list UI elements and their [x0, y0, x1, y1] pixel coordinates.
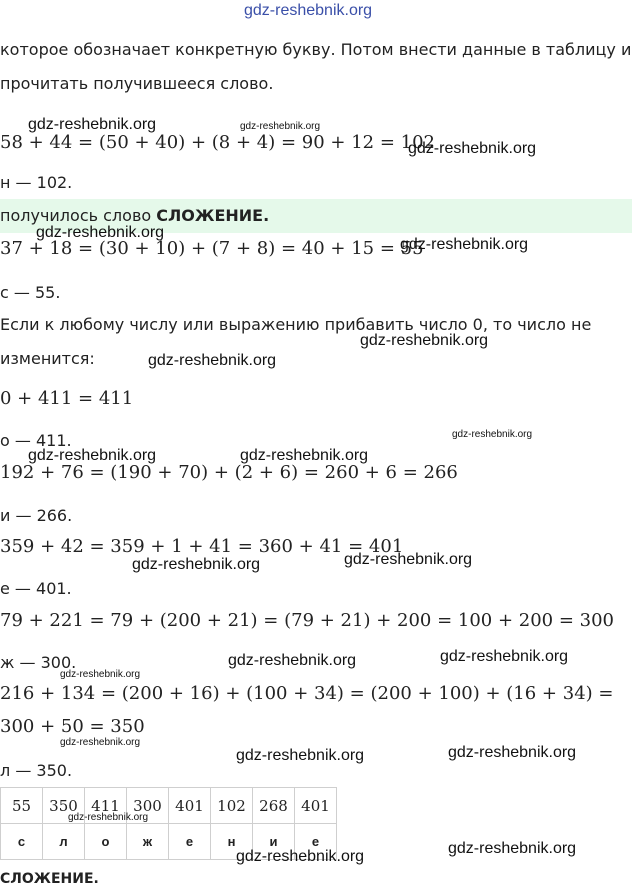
- watermark: gdz-reshebnik.org: [28, 447, 157, 464]
- watermark: gdz-reshebnik.org: [236, 848, 365, 865]
- expression-n: 58 + 44 = (50 + 40) + (8 + 4) = 90 + 12 = 102: [0, 132, 435, 153]
- watermark: gdz-reshebnik.org: [148, 352, 277, 369]
- watermark: gdz-reshebnik.org: [400, 236, 529, 253]
- watermark: gdz-reshebnik.org: [68, 812, 149, 823]
- watermark: gdz-reshebnik.org: [236, 747, 365, 764]
- answer-e: е — 401.: [0, 579, 72, 598]
- table-cell: 268: [253, 788, 295, 824]
- table-cell: с: [1, 824, 43, 860]
- expression-zh: 79 + 221 = 79 + (200 + 21) = (79 + 21) + 200 = 100 + 200 = 300: [0, 610, 615, 631]
- table-cell: 102: [211, 788, 253, 824]
- table-cell: 300: [127, 788, 169, 824]
- watermark: gdz-reshebnik.org: [408, 140, 537, 157]
- numbers-row: [1, 788, 337, 824]
- watermark: gdz-reshebnik.org: [60, 737, 141, 748]
- watermark: gdz-reshebnik.org: [240, 447, 369, 464]
- table-cell: е: [295, 824, 337, 860]
- rule-line-1: Если к любому числу или выражению прибавить число 0, то число не: [0, 315, 592, 334]
- answer-n: н — 102.: [0, 173, 73, 192]
- watermark: gdz-reshebnik.org: [448, 744, 577, 761]
- table-cell: н: [211, 824, 253, 860]
- table-cell: и: [253, 824, 295, 860]
- watermark: gdz-reshebnik.org: [452, 429, 533, 440]
- table-cell: 401: [295, 788, 337, 824]
- watermark: gdz-reshebnik.org: [360, 332, 489, 349]
- answer-o: о — 411.: [0, 431, 72, 450]
- watermark: gdz-reshebnik.org: [440, 648, 569, 665]
- final-word: СЛОЖЕНИЕ.: [0, 871, 99, 887]
- expression-l-line-2: 300 + 50 = 350: [0, 716, 145, 737]
- table-cell: 401: [169, 788, 211, 824]
- table-cell: 350: [43, 788, 85, 824]
- table-cell: е: [169, 824, 211, 860]
- watermark: gdz-reshebnik.org: [132, 556, 261, 573]
- intro-line-1: которое обозначает конкретную букву. Потом внести данные в таблицу и: [0, 40, 632, 59]
- table-cell: 411: [85, 788, 127, 824]
- result-note-prefix: получилось слово: [0, 206, 152, 225]
- watermark: gdz-reshebnik.org: [448, 840, 577, 857]
- expression-s: 37 + 18 = (30 + 10) + (7 + 8) = 40 + 15 = 55: [0, 238, 424, 259]
- watermark: gdz-reshebnik.org: [36, 224, 165, 241]
- table-cell: 55: [1, 788, 43, 824]
- expression-o: 0 + 411 = 411: [0, 388, 134, 409]
- answer-s: с — 55.: [0, 283, 61, 302]
- watermark: gdz-reshebnik.org: [344, 551, 473, 568]
- table-cell: о: [85, 824, 127, 860]
- answer-l: л — 350.: [0, 761, 73, 780]
- expression-i: 192 + 76 = (190 + 70) + (2 + 6) = 260 + 6 = 266: [0, 462, 458, 483]
- rule-line-2: изменится:: [0, 349, 95, 368]
- table-cell: л: [43, 824, 85, 860]
- watermark: gdz-reshebnik.org: [60, 669, 141, 680]
- watermark: gdz-reshebnik.org: [28, 116, 157, 133]
- watermark: gdz-reshebnik.org: [240, 121, 321, 132]
- intro-line-2: прочитать получившееся слово.: [0, 74, 274, 93]
- expression-e: 359 + 42 = 359 + 1 + 41 = 360 + 41 = 401: [0, 536, 404, 557]
- answer-i: и — 266.: [0, 506, 73, 525]
- watermark: gdz-reshebnik.org: [244, 2, 373, 19]
- watermark: gdz-reshebnik.org: [228, 652, 357, 669]
- answer-zh: ж — 300.: [0, 653, 77, 672]
- result-note-word: СЛОЖЕНИЕ.: [156, 206, 270, 225]
- table-cell: ж: [127, 824, 169, 860]
- expression-l-line-1: 216 + 134 = (200 + 16) + (100 + 34) = (200 + 100) + (16 + 34) =: [0, 683, 614, 704]
